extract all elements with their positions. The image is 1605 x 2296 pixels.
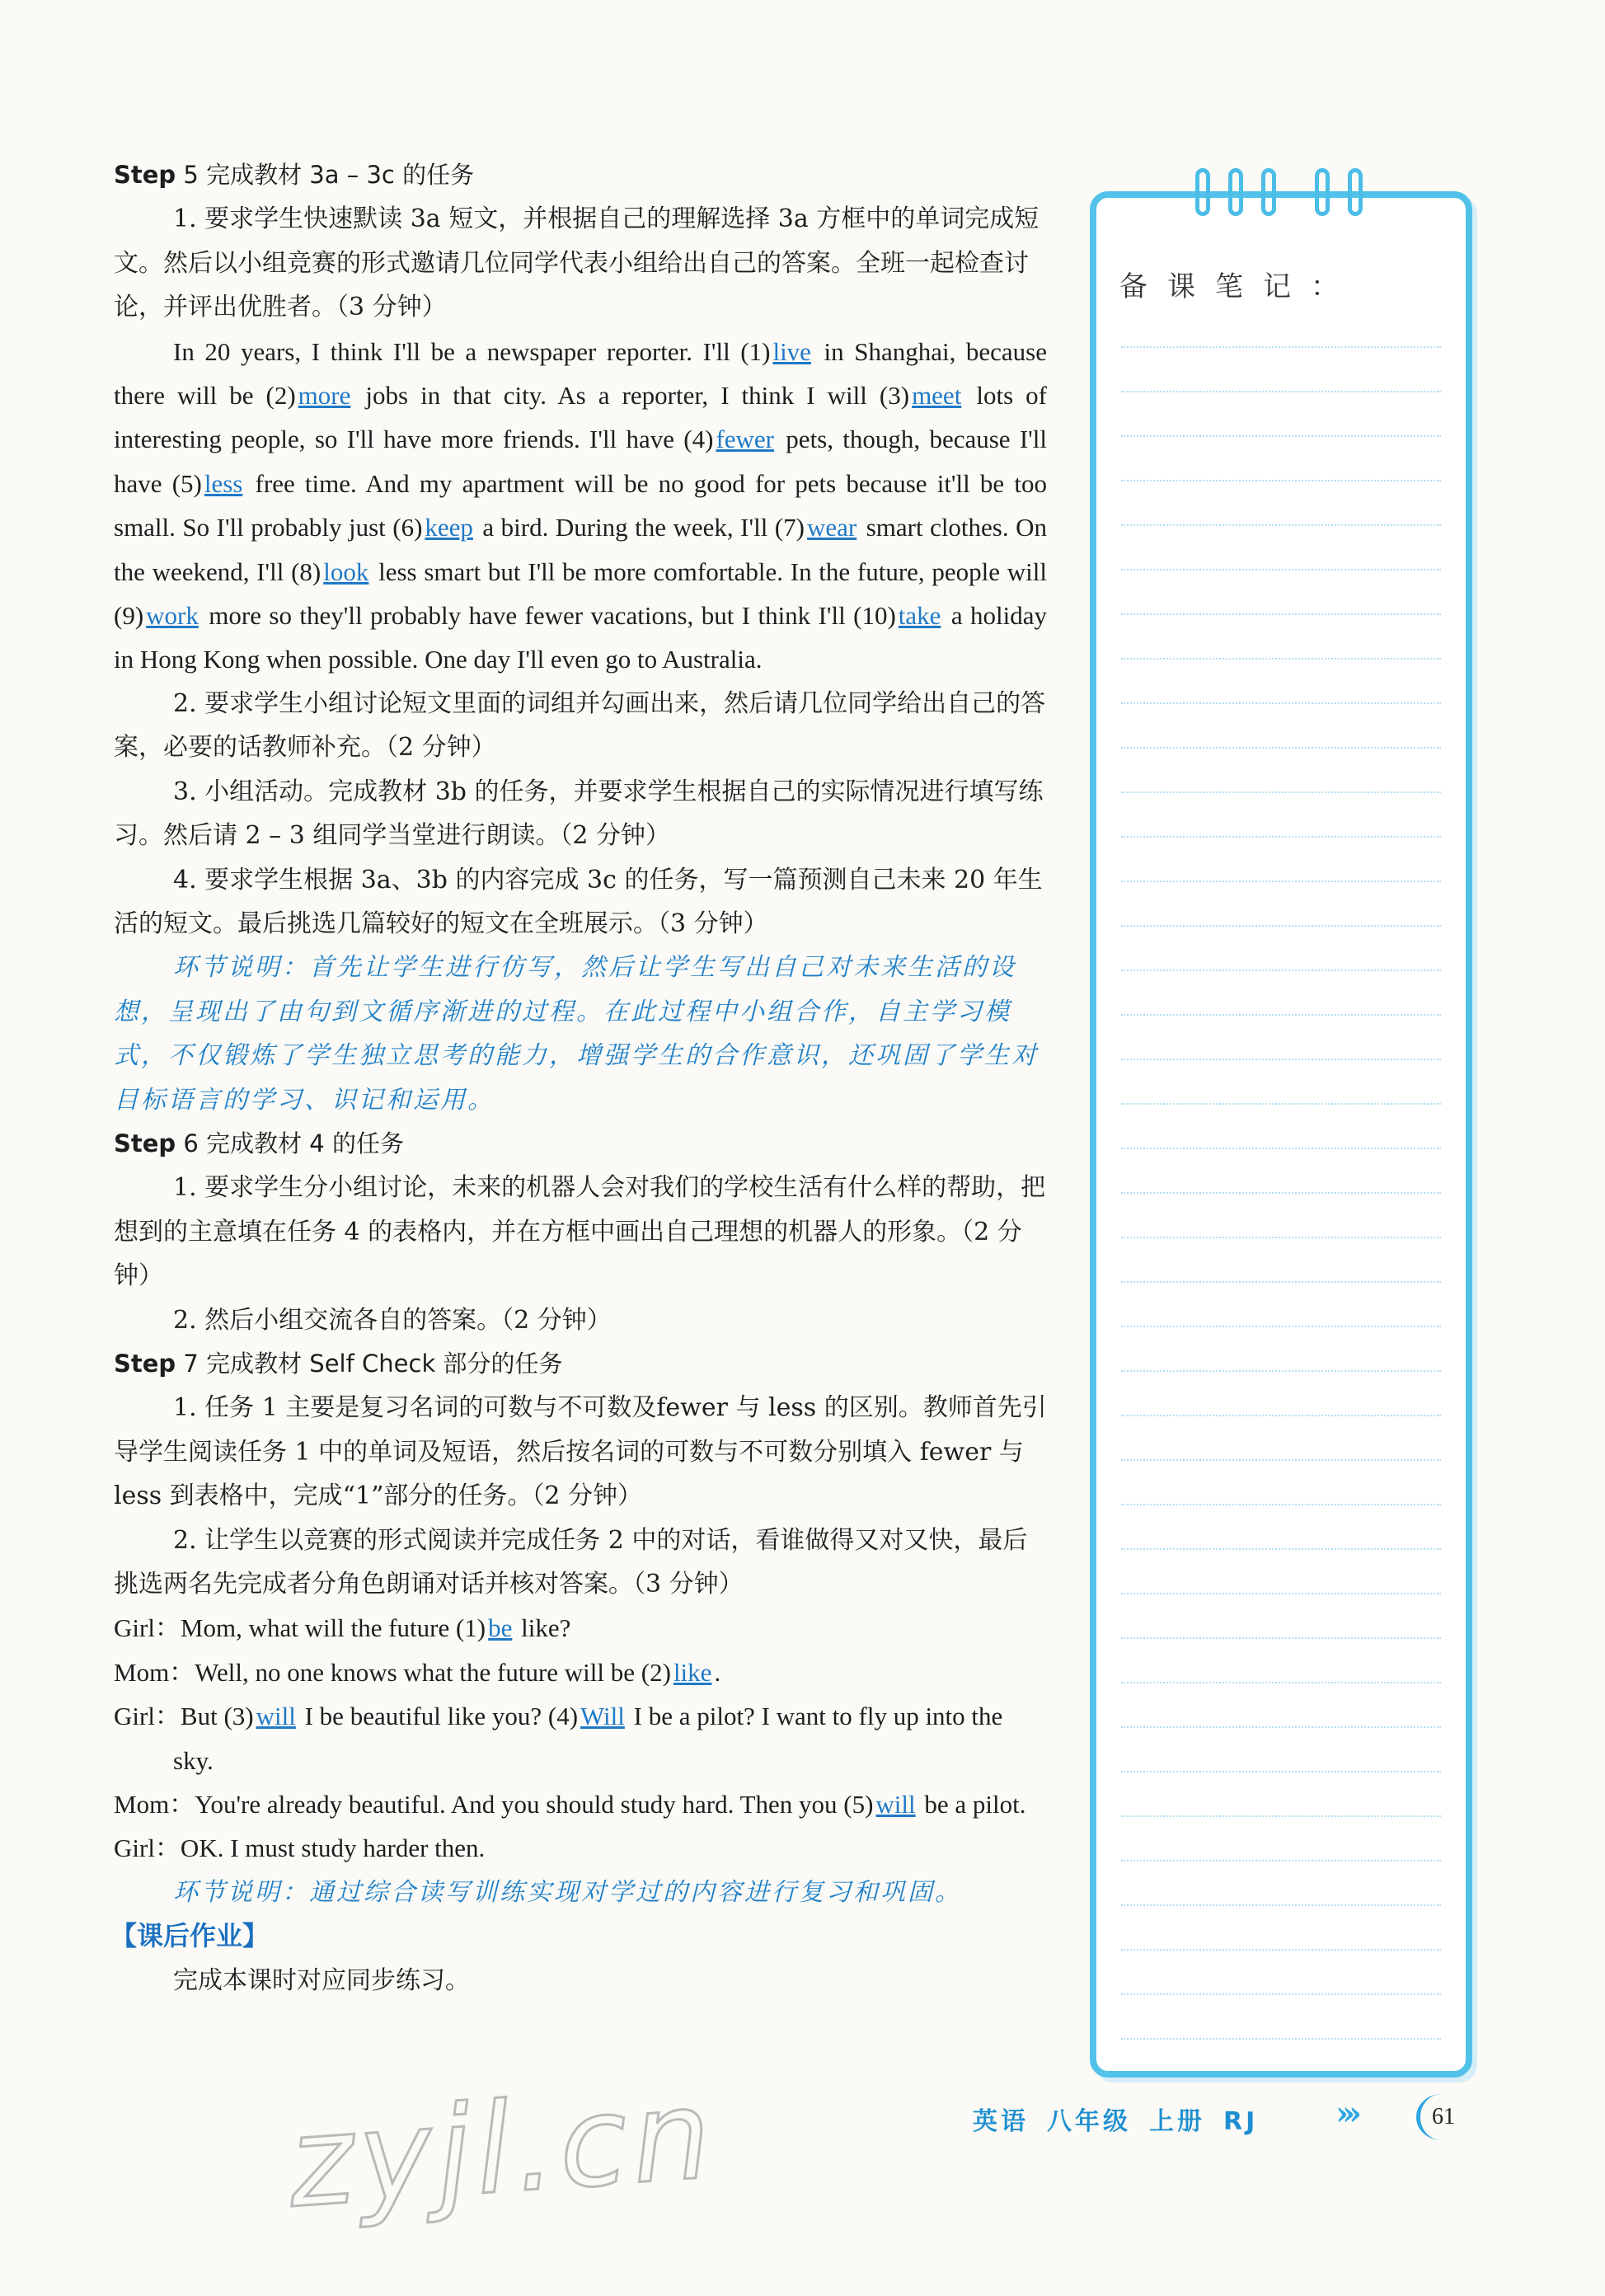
note-line (1121, 1993, 1441, 1995)
lesson-notes-panel (1090, 191, 1472, 2078)
note-line (1121, 1192, 1441, 1194)
footer-info (973, 2101, 1276, 2137)
homework-text: 完成本课时对应同步练习。 (173, 1965, 470, 1995)
note-line (1121, 1593, 1441, 1594)
note-line (1121, 1326, 1441, 1327)
step6-heading: Step 6 完成教材 4 的任务 (114, 1129, 404, 1157)
answer-blank: take (898, 601, 941, 631)
chevron-right-icon: ››› (1335, 2094, 1355, 2133)
step7-note: 环节说明：通过综合读写训练实现对学过的内容进行复习和巩固。 (173, 1877, 962, 1907)
answer-blank: look (323, 556, 369, 586)
note-line (1121, 747, 1441, 749)
answer-blank: keep (425, 513, 473, 542)
answer-blank: like (673, 1657, 712, 1687)
note-line (1121, 1014, 1441, 1016)
note-line (1121, 1726, 1441, 1728)
step7-para-1: 1. 任务 1 主要是复习名词的可数与不可数及fewer 与 less 的区别。教师首先引导学生阅读任务 1 中的单词及短语，然后按名词的可数与不可数分别填入 fewer 与 less 到表格中，完成“1”部分的任务。（2 分钟） (114, 1393, 1047, 1511)
note-line (1121, 1771, 1441, 1772)
binder-ring-icon (1195, 168, 1210, 216)
note-line (1121, 1637, 1441, 1639)
answer-blank: will (256, 1702, 296, 1731)
note-line (1121, 1459, 1441, 1461)
homework-heading: 【课后作业】 (110, 1920, 270, 1952)
binder-ring-icon (1315, 168, 1330, 216)
step5-note: 环节说明：首先让学生进行仿写，然后让学生写出自己对未来生活的设想，呈现出了由句到文循序渐进的过程。在此过程中小组合作，自主学习模式，不仅锻炼了学生独立思考的能力，增强学生的合作意识，还巩固了学生对目标语言的学习、识记和运用。 (114, 953, 1039, 1115)
note-line (1121, 435, 1441, 437)
answer-blank: fewer (716, 425, 775, 454)
note-line (1121, 1904, 1441, 1906)
footer-grade: 八年级 (1047, 2107, 1131, 2136)
note-line (1121, 1103, 1441, 1105)
note-line (1121, 791, 1441, 793)
dialog-line-2: Mom：Well, no one knows what the future will be (2)like. (114, 1657, 721, 1687)
note-line (1121, 1548, 1441, 1550)
step7-para-2: 2. 让学生以竞赛的形式阅读并完成任务 2 中的对话，看谁做得又对又快，最后挑选两名先完成者分角色朗诵对话并核对答案。（3 分钟） (114, 1525, 1028, 1599)
step6-para-2: 2. 然后小组交流各自的答案。（2 分钟） (173, 1305, 612, 1335)
note-line (1121, 391, 1441, 392)
note-line (1121, 480, 1441, 481)
step5-heading: Step 5 完成教材 3a – 3c 的任务 (114, 161, 475, 189)
note-line (1121, 1059, 1441, 1060)
notes-label: 备课笔记： (1119, 270, 1359, 303)
note-line (1121, 1682, 1441, 1683)
note-line (1121, 346, 1441, 348)
step5-passage: In 20 years, I think I'll be a newspaper reporter. I'll (1)live in Shanghai, because there will be (2)more jobs in that city. As a reporter, I think I will (3)meet lots of interesting people, so I'll have more friends. I'll have (4)fewer pets, though, because I'll have (5)less free time. And my apartment will be no good for pets because it'll be too small. So I'll probably just (6)keep a bird. During the week, I'll (7)wear smart clothes. On the weekend, I'll (8)look less smart but I'll be more comfortable. In the future, people will (9)work more so they'll probably have fewer vacations, but I think I'll (10)take a holiday in Hong Kong when possible. One day I'll even go to Australia. (114, 336, 1048, 674)
note-line (1121, 1415, 1441, 1416)
note-line (1121, 702, 1441, 704)
note-line (1121, 1148, 1441, 1149)
answer-blank: wear (806, 513, 857, 542)
note-line (1121, 1949, 1441, 1951)
step5-para-4: 4. 要求学生根据 3a、3b 的内容完成 3c 的任务，写一篇预测自己未来 20 年生活的短文。最后挑选几篇较好的短文在全班展示。（3 分钟） (114, 865, 1043, 938)
answer-blank: work (146, 601, 199, 631)
note-line (1121, 1504, 1441, 1505)
note-line (1121, 569, 1441, 570)
note-line (1121, 524, 1441, 526)
footer-edition: RJ (1223, 2107, 1259, 2136)
answer-blank: meet (912, 381, 962, 411)
watermark-logo: zyjl.cn (284, 2063, 720, 2236)
answer-blank: more (298, 381, 351, 411)
step5-para-2: 2. 要求学生小组讨论短文里面的词组并勾画出来，然后请几位同学给出自己的答案，必要的话教师补充。（2 分钟） (114, 688, 1046, 763)
footer-volume: 上册 (1149, 2107, 1205, 2136)
page-number: 61 (1416, 2094, 1467, 2140)
note-line (1121, 1860, 1441, 1862)
step5-para-1: 1. 要求学生快速默读 3a 短文，并根据自己的理解选择 3a 方框中的单词完成短文。然后以小组竞赛的形式邀请几位同学代表小组给出自己的答案。全班一起检查讨论，并评出优胜者。（3 分钟） (114, 204, 1039, 322)
binder-ring-icon (1228, 168, 1243, 216)
note-line (1121, 2038, 1441, 2040)
answer-blank: less (204, 468, 243, 498)
answer-blank: be (488, 1613, 513, 1643)
answer-blank: will (875, 1790, 916, 1819)
note-line (1121, 658, 1441, 660)
note-line (1121, 613, 1441, 615)
binder-ring-icon (1348, 168, 1363, 216)
note-line (1121, 836, 1441, 838)
step5-para-3: 3. 小组活动。完成教材 3b 的任务，并要求学生根据自己的实际情况进行填写练习。然后请 2 – 3 组同学当堂进行朗读。（2 分钟） (114, 777, 1044, 851)
note-line (1121, 1237, 1441, 1238)
step7-heading: Step 7 完成教材 Self Check 部分的任务 (114, 1349, 563, 1378)
note-line (1121, 925, 1441, 927)
dialog-line-5: Girl：OK. I must study harder then. (114, 1834, 486, 1863)
note-line (1121, 1370, 1441, 1372)
main-content (110, 153, 1048, 2003)
dialog-line-3: Girl：But (3)will I be beautiful like you? (4)Will I be a pilot? I want to fly up into the sky. (114, 1702, 1003, 1775)
binder-ring-icon (1261, 168, 1276, 216)
dialog-line-1: Girl：Mom, what will the future (1)be like? (114, 1613, 571, 1643)
step6-para-1: 1. 要求学生分小组讨论，未来的机器人会对我们的学校生活有什么样的帮助，把想到的主意填在任务 4 的表格内，并在方框中画出自己理想的机器人的形象。（2 分钟） (114, 1173, 1046, 1291)
note-line (1121, 1815, 1441, 1817)
answer-blank: live (772, 336, 811, 366)
note-line (1121, 880, 1441, 882)
note-line (1121, 970, 1441, 971)
footer-subject: 英语 (973, 2107, 1029, 2136)
dialog-line-4: Mom：You're already beautiful. And you should study hard. Then you (5)will be a pilot. (114, 1790, 1026, 1819)
note-line (1121, 1281, 1441, 1283)
answer-blank: Will (580, 1702, 625, 1731)
